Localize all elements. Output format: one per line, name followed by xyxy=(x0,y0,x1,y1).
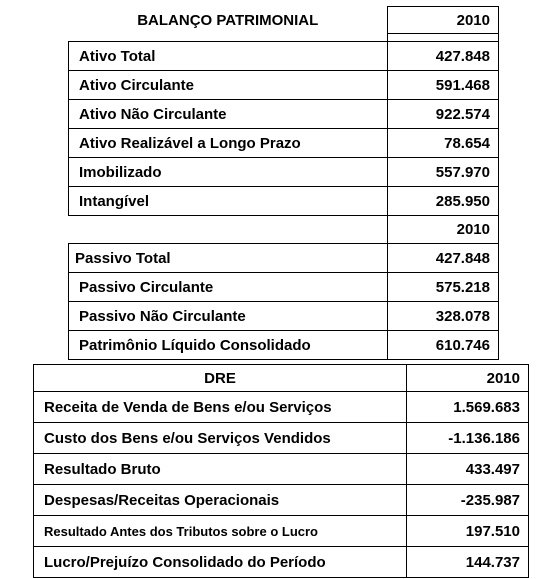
row-label: Ativo Realizável a Longo Prazo xyxy=(69,129,388,158)
spacer-value xyxy=(388,34,499,42)
row-label: Passivo Não Circulante xyxy=(69,302,388,331)
row-value: 78.654 xyxy=(388,129,499,158)
table-row xyxy=(69,158,499,187)
row-value: 1.569.683 xyxy=(407,392,529,423)
row-label: Patrimônio Líquido Consolidado xyxy=(69,331,388,360)
row-value: 575.218 xyxy=(388,273,499,302)
row-value: 427.848 xyxy=(388,42,499,71)
row-label: Ativo Total xyxy=(69,42,388,71)
balanco-year-header: 2010 xyxy=(388,7,499,34)
dre-title: DRE xyxy=(34,365,407,392)
table-row xyxy=(34,454,529,485)
spacer xyxy=(69,34,388,42)
row-value: 197.510 xyxy=(407,516,529,547)
row-label: Imobilizado xyxy=(69,158,388,187)
row-label: Passivo Total xyxy=(69,244,388,273)
row-label: Resultado Antes dos Tributos sobre o Lucro xyxy=(34,516,407,547)
row-label: Receita de Venda de Bens e/ou Serviços xyxy=(34,392,407,423)
row-value: 557.970 xyxy=(388,158,499,187)
table-row xyxy=(69,302,499,331)
table-row xyxy=(34,547,529,578)
row-value: 144.737 xyxy=(407,547,529,578)
row-label: Custo dos Bens e/ou Serviços Vendidos xyxy=(34,423,407,454)
table-row xyxy=(69,42,499,71)
balanco-title: BALANÇO PATRIMONIAL xyxy=(137,11,319,29)
table-row xyxy=(69,100,499,129)
row-label: Ativo Não Circulante xyxy=(69,100,388,129)
row-label: Despesas/Receitas Operacionais xyxy=(34,485,407,516)
balanco-patrimonial-table xyxy=(68,6,499,360)
row-value: 433.497 xyxy=(407,454,529,485)
dre-year-header: 2010 xyxy=(407,365,529,392)
row-label: Ativo Circulante xyxy=(69,71,388,100)
row-value: 328.078 xyxy=(388,302,499,331)
row-label: Passivo Circulante xyxy=(69,273,388,302)
table-row xyxy=(69,331,499,360)
table-row xyxy=(69,244,499,273)
dre-table xyxy=(33,364,529,578)
table-row xyxy=(69,71,499,100)
row-label: Resultado Bruto xyxy=(34,454,407,485)
row-value: -1.136.186 xyxy=(407,423,529,454)
table-row xyxy=(69,273,499,302)
row-value: 285.950 xyxy=(388,187,499,216)
table-row xyxy=(69,129,499,158)
table-row xyxy=(34,392,529,423)
table-row xyxy=(69,187,499,216)
spacer xyxy=(69,216,388,244)
row-value: 922.574 xyxy=(388,100,499,129)
row-value: 610.746 xyxy=(388,331,499,360)
passivo-year-header: 2010 xyxy=(388,216,499,244)
table-row xyxy=(34,516,529,547)
row-value: -235.987 xyxy=(407,485,529,516)
table-row xyxy=(34,423,529,454)
row-label: Intangível xyxy=(69,187,388,216)
table-row xyxy=(34,485,529,516)
row-value: 591.468 xyxy=(388,71,499,100)
row-label: Lucro/Prejuízo Consolidado do Período xyxy=(34,547,407,578)
row-value: 427.848 xyxy=(388,244,499,273)
